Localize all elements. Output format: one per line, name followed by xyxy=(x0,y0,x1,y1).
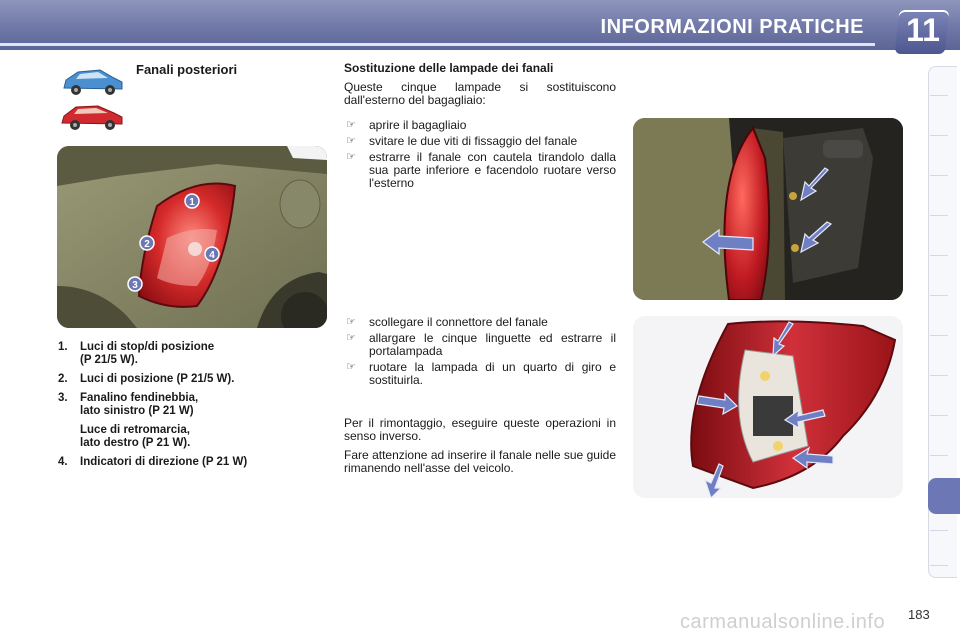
refit-notes xyxy=(344,417,616,475)
rear-light-photo xyxy=(57,146,327,328)
red-car-icon xyxy=(58,101,126,138)
tab-divider xyxy=(930,455,948,456)
header-divider xyxy=(0,43,875,46)
step-item: ☞ scollegare il connettore del fanale xyxy=(346,315,548,329)
step-item: ☞ ruotare la lampada di un quarto di giro e sostituirla. xyxy=(346,360,616,387)
legend-item: 4. Indicatori di direzione (P 21 W) xyxy=(58,456,248,468)
replacement-intro: Queste cinque lampade si sostituiscono dall'esterno del bagagliaio: xyxy=(344,80,616,107)
step-item: ☞ estrarre il fanale con cautela tirandolo dalla sua parte inferiore e facendolo ruotare verso l'esterno xyxy=(346,150,616,190)
legend-item: 2. Luci di posizione (P 21/5 W). xyxy=(58,373,235,385)
tab-divider xyxy=(930,335,948,336)
tab-divider xyxy=(930,215,948,216)
callout-2: 2 xyxy=(144,239,150,250)
section-title: Fanali posteriori xyxy=(136,62,238,77)
lamp-holder-photo xyxy=(633,316,903,498)
watermark: carmanualsonline.info xyxy=(680,611,886,633)
callout-3: 3 xyxy=(132,280,138,291)
chapter-title: INFORMAZIONI PRATICHE xyxy=(600,16,864,38)
page-number: 183 xyxy=(908,607,930,622)
replacement-title: Sostituzione delle lampade dei fanali xyxy=(344,61,554,75)
legend-item: 3. Fanalino fendinebbia, lato sinistro (P 21 W) Luce di retromarcia, lato destro (P 21 W). xyxy=(58,392,199,449)
tab-divider xyxy=(930,375,948,376)
tab-divider xyxy=(930,255,948,256)
chapter-number: 11 xyxy=(906,12,940,48)
tab-divider xyxy=(930,175,948,176)
tab-divider xyxy=(930,530,948,531)
tab-divider xyxy=(930,295,948,296)
tab-divider xyxy=(930,415,948,416)
step-item: ☞ allargare le cinque linguette ed estrarre il portalampada xyxy=(346,331,616,358)
callout-4: 4 xyxy=(209,250,215,261)
replacement-steps-b xyxy=(344,316,616,390)
tab-divider xyxy=(930,135,948,136)
step-item: ☞ svitare le due viti di fissaggio del fanale xyxy=(346,134,578,148)
care-text: Fare attenzione ad inserire il fanale nelle sue guide rimanendo nell'asse del veicolo. xyxy=(344,448,616,475)
tab-divider xyxy=(930,95,948,96)
replacement-instructions xyxy=(344,62,616,193)
callout-1: 1 xyxy=(189,197,195,208)
legend-item: 1. Luci di stop/di posizione (P 21/5 W). xyxy=(58,341,215,366)
tailgate-screws-photo xyxy=(633,118,903,300)
lamp-legend xyxy=(58,341,318,475)
tab-divider xyxy=(930,565,948,566)
blue-car-icon xyxy=(60,66,126,103)
step-item: ☞ aprire il bagagliaio xyxy=(346,118,467,132)
active-chapter-tab[interactable] xyxy=(928,478,960,514)
refit-text: Per il rimontaggio, eseguire queste operazioni in senso inverso. xyxy=(344,416,616,443)
